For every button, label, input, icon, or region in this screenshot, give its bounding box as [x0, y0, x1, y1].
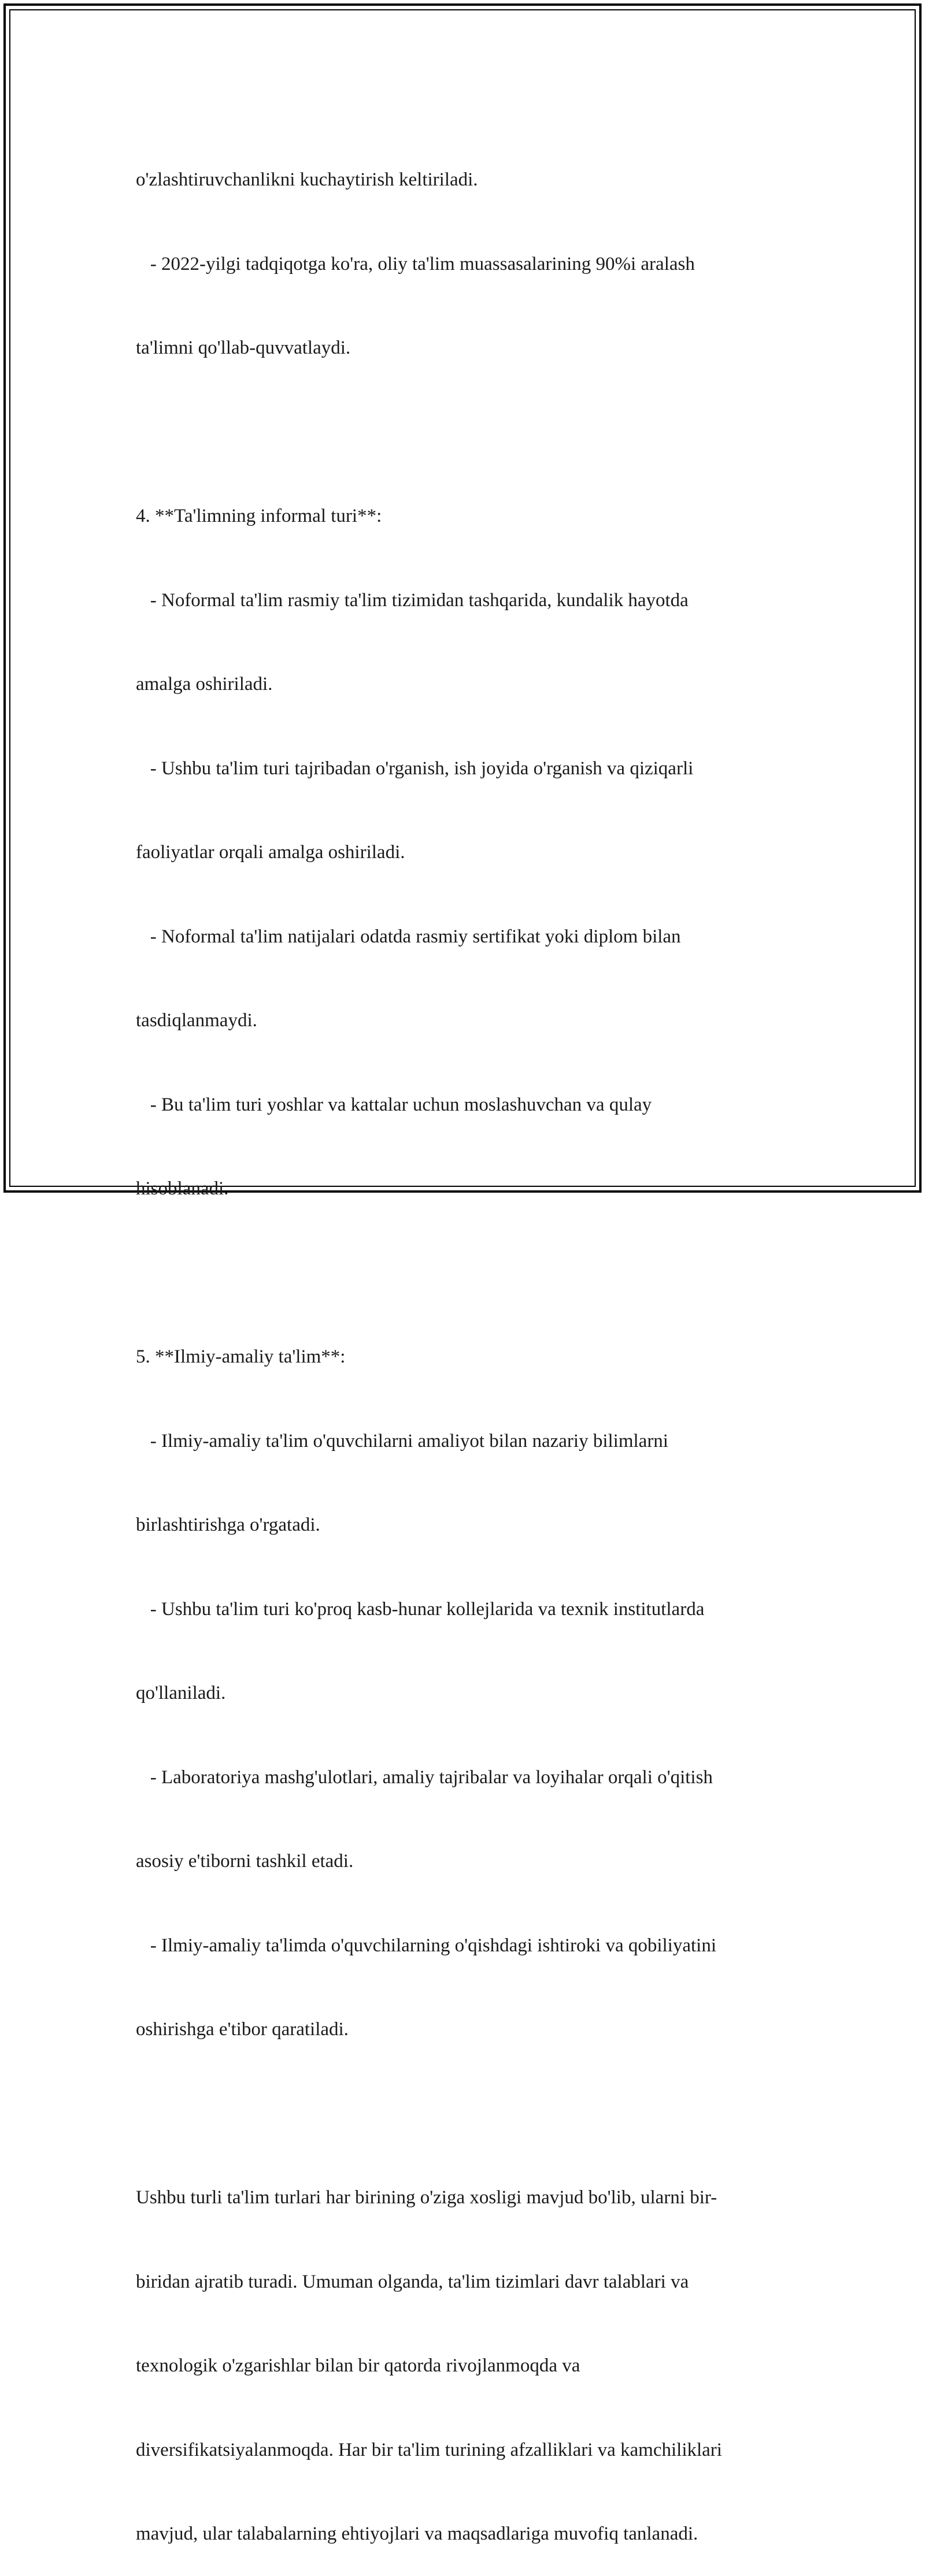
section-heading-4: 4. **Ta'limning informal turi**: [136, 506, 382, 526]
text-line: - Laboratoriya mashg'ulotlari, amaliy tajribalar va loyihalar orqali o'qitish [136, 1766, 713, 1788]
conclusion-line: biridan ajratib turadi. Umuman olganda, ta'lim tizimlari davr talablari va [136, 2271, 689, 2292]
blank-line [136, 1259, 795, 1287]
text-line: ta'limni qo'llab-quvvatlaydi. [136, 337, 351, 358]
text-line: tasdiqlanmaydi. [136, 1010, 257, 1031]
text-line: - Ushbu ta'lim turi ko'proq kasb-hunar kollejlarida va texnik institutlarda [136, 1598, 705, 1620]
text-line: qo'llaniladi. [136, 1683, 226, 1703]
text-line: faoliyatlar orqali amalga oshiriladi. [136, 842, 405, 863]
text-line: amalga oshiriladi. [136, 674, 273, 695]
conclusion-line: texnologik o'zgarishlar bilan bir qatorda rivojlanmoqda va [136, 2355, 580, 2376]
text-line: hisoblanadi. [136, 1178, 229, 1199]
conclusion-line: mavjud, ular talabalarning ehtiyojlari va maqsadlariga muvofiq tanlanadi. [136, 2523, 698, 2544]
text-line: birlashtirishga o'rgatadi. [136, 1515, 320, 1535]
blank-line [136, 418, 795, 447]
text-line: oshirishga e'tibor qaratiladi. [136, 2019, 349, 2040]
text-line: - Ilmiy-amaliy ta'limda o'quvchilarning o'qishdagi ishtiroki va qobiliyatini [136, 1935, 717, 1956]
section-heading-5: 5. **Ilmiy-amaliy ta'lim**: [136, 1346, 346, 1367]
conclusion-line: diversifikatsiyalanmoqda. Har bir ta'lim turining afzalliklari va kamchiliklari [136, 2439, 722, 2460]
text-line: asosiy e'tiborni tashkil etadi. [136, 1851, 354, 1872]
text-line: - Noformal ta'lim natijalari odatda rasmiy sertifikat yoki diplom bilan [136, 926, 681, 947]
text-line: - Noformal ta'lim rasmiy ta'lim tizimidan tashqarida, kundalik hayotda [136, 589, 689, 611]
document-body [136, 110, 795, 2576]
text-line: - Ilmiy-amaliy ta'lim o'quvchilarni amaliyot bilan nazariy bilimlarni [136, 1430, 668, 1452]
text-line: - Bu ta'lim turi yoshlar va kattalar uchun moslashuvchan va qulay [136, 1094, 652, 1115]
blank-line [136, 2100, 795, 2128]
text-line: - Ushbu ta'lim turi tajribadan o'rganish, ish joyida o'rganish va qiziqarli [136, 758, 694, 779]
conclusion-line: Ushbu turli ta'lim turlari har birining o'ziga xosligi mavjud bo'lib, ularni bir- [136, 2187, 717, 2208]
text-line: - 2022-yilgi tadqiqotga ko'ra, oliy ta'lim muassasalarining 90%i aralash [136, 253, 695, 274]
text-line: o'zlashtiruvchanlikni kuchaytirish keltiriladi. [136, 169, 478, 190]
